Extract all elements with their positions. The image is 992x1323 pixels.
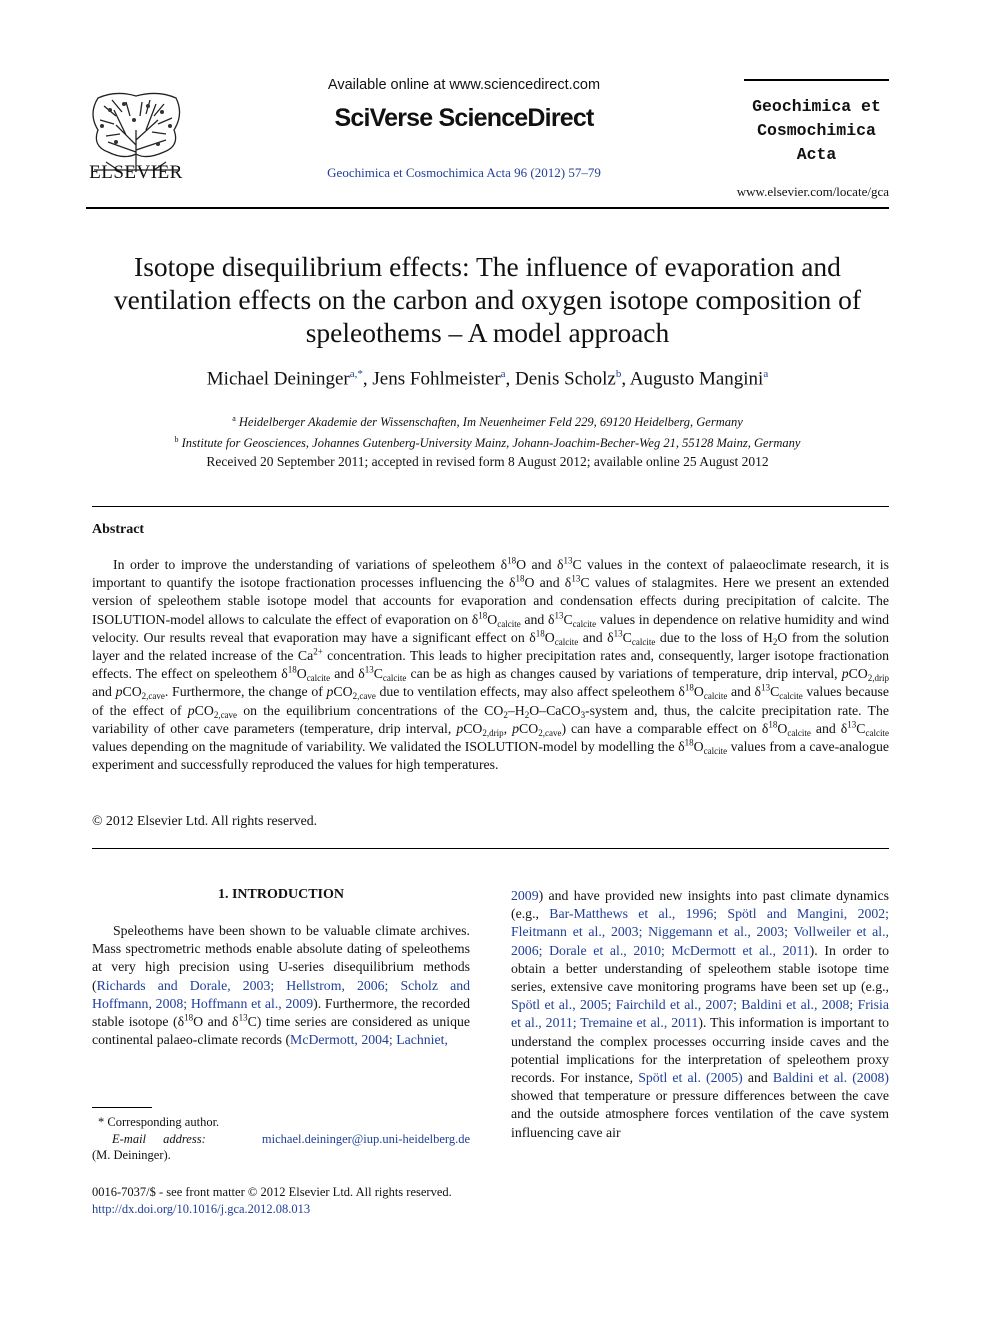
citation-link[interactable]: McDermott, 2004; Lachniet,	[290, 1032, 448, 1048]
subscript: 2,cave	[538, 727, 562, 738]
platform-brand: SciVerse ScienceDirect	[334, 104, 594, 132]
footnote-label: Corresponding author.	[107, 1115, 220, 1129]
superscript: 13	[571, 573, 581, 584]
front-matter-footer	[92, 1184, 512, 1217]
subscript: 2	[503, 709, 508, 720]
italic-text: p	[115, 684, 123, 700]
author-affiliation-mark[interactable]: a,*	[349, 368, 363, 380]
subscript: calcite	[572, 618, 597, 629]
italic-text: p	[187, 702, 195, 718]
affiliation-line	[86, 410, 889, 431]
author-affiliation-mark[interactable]: a	[500, 368, 506, 380]
subscript: calcite	[703, 746, 728, 757]
right-column	[511, 887, 889, 1142]
superscript: 18	[768, 719, 778, 730]
superscript: 18	[684, 737, 694, 748]
subscript: calcite	[779, 691, 803, 702]
footnote-line	[92, 1114, 470, 1131]
abstract-copyright: © 2012 Elsevier Ltd. All rights reserved.	[92, 813, 318, 828]
footnote-mark: *	[98, 1115, 105, 1129]
superscript: 13	[554, 610, 564, 621]
subscript: 2	[772, 636, 778, 647]
email-link[interactable]: michael.deininger@iup.uni-heidelberg.de	[261, 1131, 470, 1146]
author-name: Michael Deininger	[206, 368, 350, 390]
subscript: calcite	[787, 727, 811, 738]
italic-text: p	[326, 684, 334, 700]
corresponding-author-footnote	[92, 1114, 470, 1164]
abstract-heading: Abstract	[92, 522, 145, 537]
email-label: E-mail address:	[112, 1131, 206, 1146]
superscript: 18	[287, 664, 297, 675]
journal-url: www.elsevier.com/locate/gca	[736, 184, 889, 199]
superscript: 18	[507, 555, 517, 566]
citation-link[interactable]: Baldini et al. (2008)	[772, 1070, 889, 1086]
subscript: calcite	[306, 673, 331, 684]
article-title: Isotope disequilibrium effects: The influence of evaporation and ventilation effects on the carbon and oxygen isotope composition of speleothems – A model approach	[113, 251, 862, 348]
affiliation-text: Institute for Geosciences, Johannes Gutenberg-University Mainz, Johann-Joachim-Becher-Weg 21, 55128 Mainz, Germany	[181, 436, 801, 451]
superscript: 13	[563, 555, 573, 566]
affiliation-line	[86, 431, 889, 452]
author-name: Augusto Mangini	[629, 368, 764, 390]
subscript: 2,drip	[867, 673, 890, 684]
subscript: 2,cave	[352, 691, 376, 702]
citation-link[interactable]: Bar-Matthews et al., 1996; Spötl and Mangini, 2002; Fleitmann et al., 2003; Niggemann et al., 2003; Vollweiler et al., 2006; Dorale et al., 2010; McDermott et al., 2011	[511, 906, 889, 958]
journal-citation-link[interactable]: Geochimica et Cosmochimica Acta 96 (2012) 57–79	[327, 165, 601, 180]
author-name: Denis Scholz	[515, 368, 616, 390]
footnote-rule	[92, 1107, 152, 1108]
superscript: 13	[238, 1012, 248, 1023]
left-column	[92, 922, 470, 1049]
affiliation-text: Heidelberger Akademie der Wissenschaften, Im Neuenheimer Feld 229, 69120 Heidelberg, Germany	[238, 415, 743, 430]
citation-link[interactable]: Spötl et al. (2005)	[638, 1070, 743, 1086]
subscript: calcite	[382, 673, 407, 684]
subscript: calcite	[703, 691, 728, 702]
italic-text: p	[456, 720, 464, 736]
publisher-logo-text: ELSEVIER	[89, 162, 183, 183]
superscript: 18	[515, 573, 525, 584]
superscript: 2+	[313, 646, 323, 657]
citation-link[interactable]: Richards and Dorale, 2003; Hellstrom, 2006; Scholz and Hoffmann, 2008; Hoffmann et al., 2009	[92, 977, 470, 1011]
header-divider	[86, 207, 889, 209]
abstract-bottom-rule	[92, 848, 889, 849]
available-online-text: Available online at www.sciencedirect.com	[327, 77, 601, 93]
journal-name-line: Cosmochimica	[757, 121, 876, 140]
subscript: calcite	[865, 727, 889, 738]
abstract-top-rule	[92, 506, 889, 507]
superscript: 13	[761, 682, 771, 693]
superscript: 18	[478, 610, 488, 621]
author-list: Michael Deininger$^{a,*}$, Jens Fohlmeister$^a$, Denis Scholz$^b$, Augusto Mangini$^a$	[206, 368, 769, 390]
footnote-email-suffix: (M. Deininger).	[92, 1148, 171, 1162]
section-title: 1. INTRODUCTION	[217, 887, 344, 902]
abstract-paragraph: In order to improve the understanding of variations of speleothem $\delta^{18}O$ and $\delta^{13}C$ values in the context of palaeoclimate research, it is important to quantify the isotope fractionation processes influencing the $\delta^{18}O$ and $\delta^{13}C$ values of stalagmites. Here we present an extended version of speleothem stable isotope model that accounts for evaporation and condensation effects during precipitation of calcite. The ISOLUTION-model allows to calculate the effect of evaporation on $\delta^{18}O_{calcite}$ and $\delta^{13}C_{calcite}$ values in dependence on relative humidity and wind velocity. Our results reveal that evaporation may have a significant effect on $\delta^{18}O_{calcite}$ and $\delta^{13}C_{calcite}$ due to the loss of $H_2O$ from the solution layer and the related increase of the $Ca^{2+}$ concentration. This leads to higher precipitation rates and, consequently, larger isotope fractionation effects. The effect on speleothem $\delta^{18}O_{calcite}$ and $\delta^{13}C_{calcite}$ can be as high as changes caused by variations of temperature, drip interval, pCO$_{2,drip}$ and pCO$_{2,cave}$. Furthermore, the change of pCO$_{2,cave}$ due to ventilation effects, may also affect speleothem $\delta^{18}O_{calcite}$ and $\delta^{13}C_{calcite}$ values because of the effect of pCO$_{2,cave}$ on the equilibrium concentrations of the $CO_2-H_2O-CaCO_3$-system and, thus, the calcite precipitation rate. The variability of other cave parameters (temperature, drip interval, pCO$_{2,drip}$, pCO$_{2,cave}$) can have a comparable effect on $\delta^{18}O_{calcite}$ and $\delta^{13}C_{calcite}$ values depending on the magnitude of variability. We validated the ISOLUTION-model by modelling the $\delta^{18}O_{calcite}$ values from a cave-analogue experiment and successfully reproduced the values for high temperatures.	[92, 555, 890, 773]
journal-name-line: Geochimica et	[752, 97, 881, 116]
journal-name	[744, 95, 889, 167]
article-dates: Received 20 September 2011; accepted in revised form 8 August 2012; available online 25 August 2012	[206, 454, 769, 469]
footnote-email-line	[92, 1131, 470, 1148]
body-paragraph: Speleothems have been shown to be valuable climate archives. Mass spectrometric methods enable absolute dating of speleothems at very high precision using U-series disequilibrium methods (Richards and Dorale, 2003; Hellstrom, 2006; Scholz and Hoffmann, 2008; Hoffmann et al., 2009). Furthermore, the recorded stable isotope ($\delta^{18}O$ and $\delta^{13}C$) time series are considered as unique continental palaeo-climate records (McDermott, 2004; Lachniet,	[92, 923, 470, 1048]
body-paragraph: 2009) and have provided new insights into past climate dynamics (e.g., Bar-Matthews et al., 1996; Spötl and Mangini, 2002; Fleitmann et al., 2003; Niggemann et al., 2003; Vollweiler et al., 2006; Dorale et al., 2010; McDermott et al., 2011). In order to obtain a better understanding of speleothem stable isotope time series, extensive cave monitoring programs have been set up (e.g., Spötl et al., 2005; Fairchild et al., 2007; Baldini et al., 2008; Frisia et al., 2011; Tremaine et al., 2011). This information is important to understand the complex processes occurring inside caves and the potential implications for the interpretation of speleothem proxy records. For instance, Spötl et al. (2005) and Baldini et al. (2008) showed that temperature or pressure differences between the cave and the outside atmosphere forces ventilation of the cave system influencing cave air	[511, 888, 889, 1140]
superscript: 18	[684, 682, 694, 693]
issn-line: 0016-7037/$ - see front matter © 2012 Elsevier Ltd. All rights reserved.	[92, 1185, 452, 1199]
superscript: 13	[847, 719, 857, 730]
affiliations	[86, 410, 889, 452]
journal-header-rule	[744, 79, 889, 81]
italic-text: p	[512, 720, 520, 736]
subscript: 3	[580, 709, 586, 720]
journal-name-line: Acta	[796, 145, 837, 164]
subscript: 2	[524, 709, 530, 720]
italic-text: p	[841, 666, 849, 682]
author-affiliation-mark[interactable]: b	[615, 368, 622, 380]
doi-link[interactable]: http://dx.doi.org/10.1016/j.gca.2012.08.013	[92, 1201, 311, 1216]
subscript: calcite	[631, 636, 656, 647]
superscript: 18	[535, 628, 545, 639]
citation-link[interactable]: 2009	[511, 888, 539, 903]
subscript: 2,drip	[482, 727, 504, 738]
author-name: Jens Fohlmeister	[372, 368, 501, 390]
affiliation-mark: a	[232, 414, 236, 423]
abstract-body	[92, 556, 889, 774]
author-affiliation-mark[interactable]: a	[763, 368, 769, 380]
superscript: 13	[364, 664, 374, 675]
affiliation-mark: b	[174, 435, 179, 445]
superscript: 18	[184, 1012, 194, 1023]
subscript: 2,cave	[141, 691, 165, 702]
superscript: 13	[613, 628, 623, 639]
subscript: calcite	[554, 636, 579, 647]
citation-link[interactable]: Spötl et al., 2005; Fairchild et al., 2007; Baldini et al., 2008; Frisia et al., 2011; Tremaine et al., 2011	[511, 997, 889, 1031]
subscript: calcite	[497, 618, 521, 629]
subscript: 2,cave	[213, 709, 238, 720]
